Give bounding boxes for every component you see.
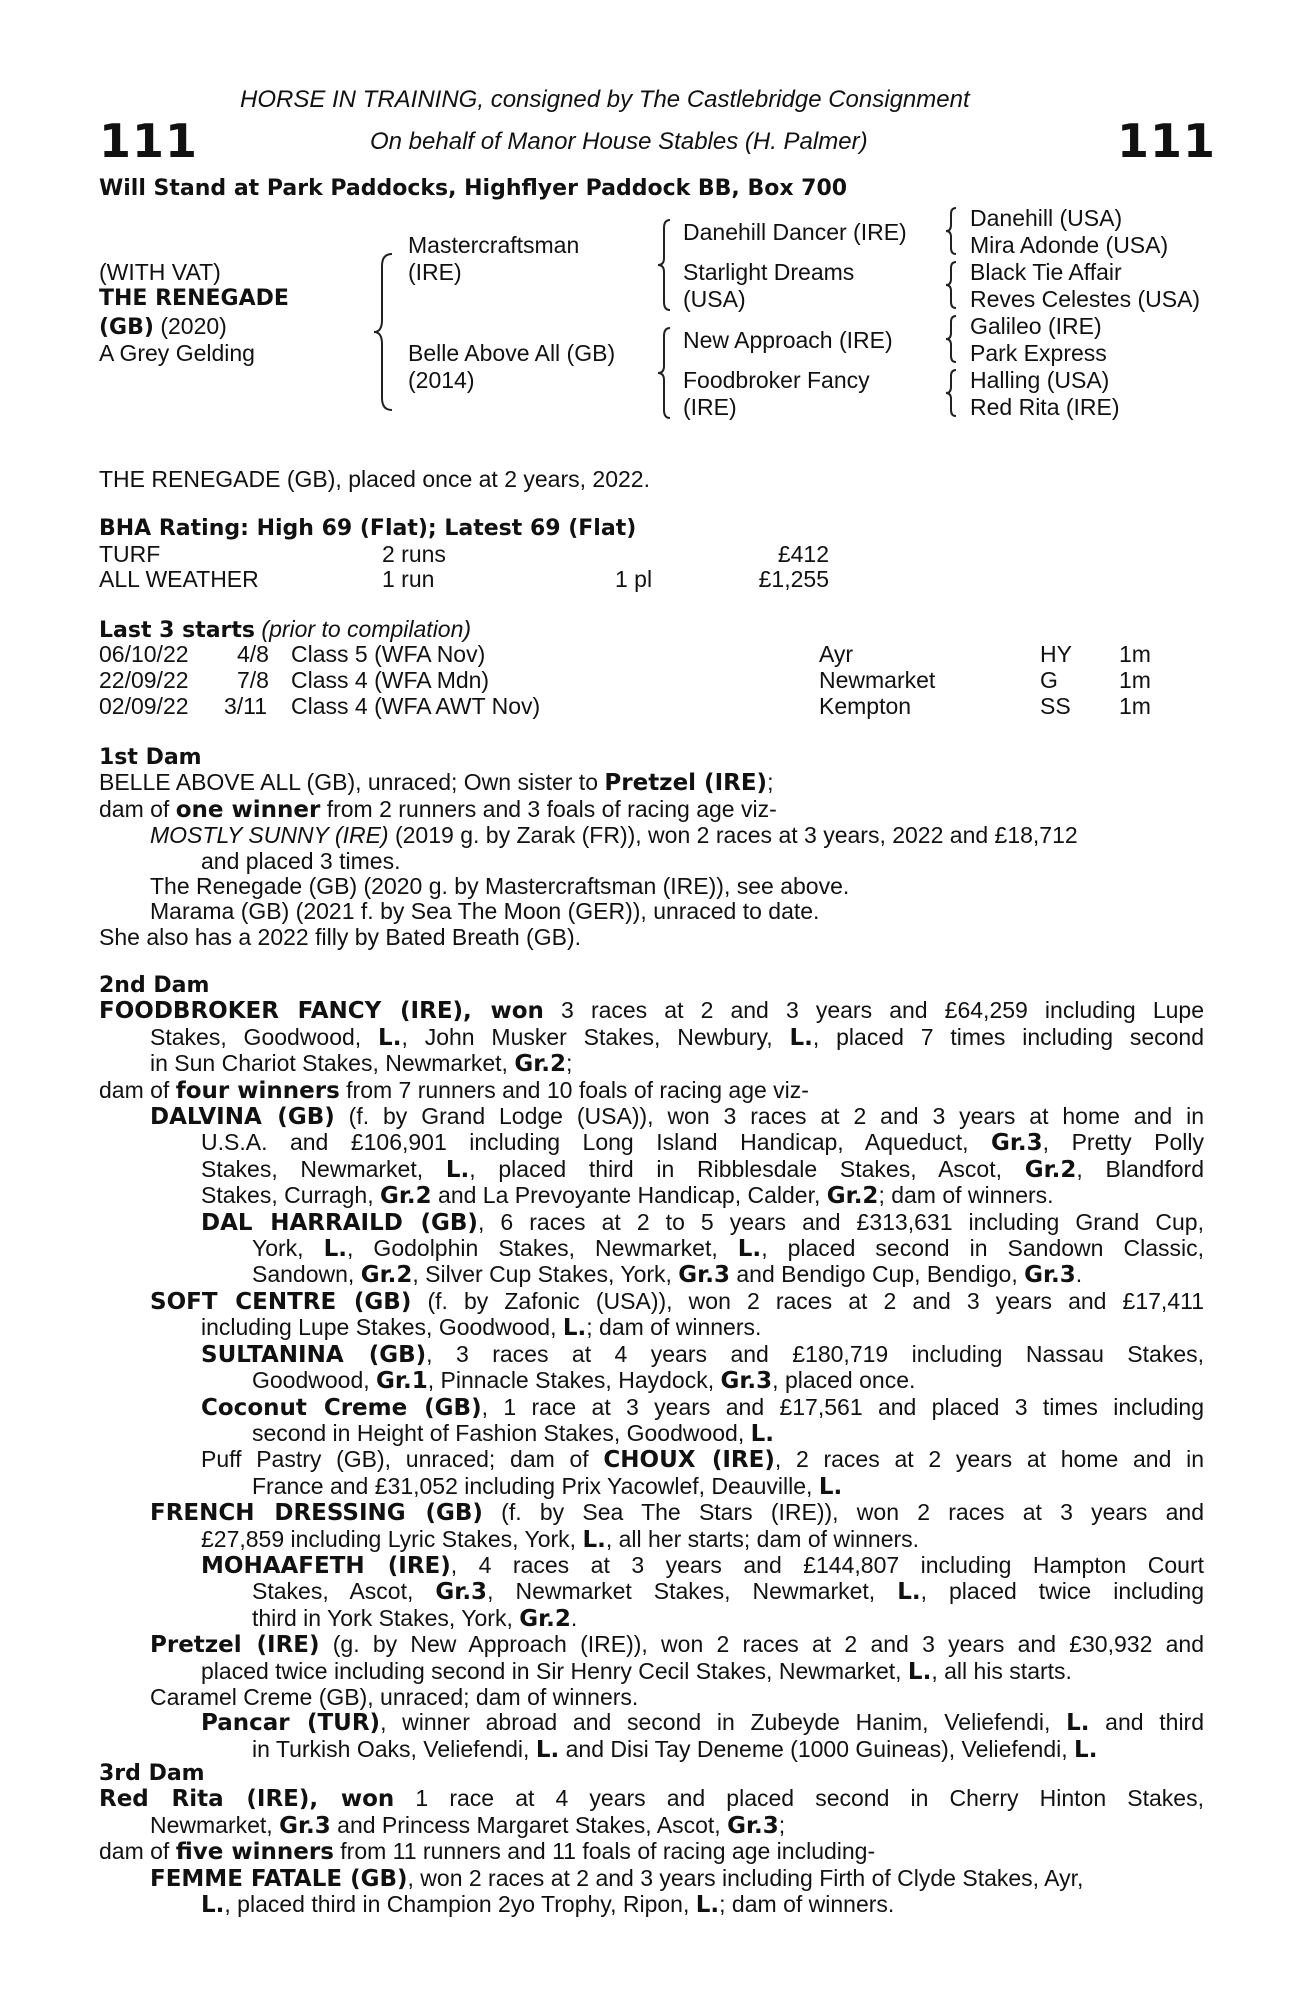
dam2-line: France and £31,052 including Prix Yacowlef, Deauville, L.	[252, 1472, 843, 1500]
dam3-line: dam of five winners from 11 runners and 11 foals of racing age including-	[99, 1838, 876, 1866]
horse-description: A Grey Gelding	[99, 340, 255, 366]
rating-placed: 1 pl	[615, 566, 653, 592]
dam3-line: L., placed third in Champion 2yo Trophy, Ripon, L.; dam of winners.	[201, 1891, 895, 1919]
dam2-line: in Sun Chariot Stakes, Newmarket, Gr.2;	[150, 1050, 573, 1078]
gg-sss: Danehill (USA)	[970, 205, 1123, 231]
start-date: 02/09/22	[99, 693, 189, 719]
dam2-line: FOODBROKER FANCY (IRE), won 3 races at 2 and 3 years and £64,259 including Lupe	[99, 997, 1204, 1025]
dam2-line: DAL HARRAILD (GB), 6 races at 2 to 5 years and £313,631 including Grand Cup,	[201, 1208, 1204, 1236]
consignment-line: HORSE IN TRAINING, consigned by The Castlebridge Consignment	[240, 86, 970, 113]
dam-dam-name: Foodbroker Fancy	[683, 367, 870, 393]
starts-note: (prior to compilation)	[255, 616, 472, 642]
start-going: HY	[1040, 641, 1072, 667]
dam-sire: New Approach (IRE)	[683, 327, 893, 353]
start-race: Class 4 (WFA AWT Nov)	[291, 693, 541, 719]
gg-sdd: Reves Celestes (USA)	[970, 286, 1201, 312]
dam2-line: Pretzel (IRE) (g. by New Approach (IRE)), won 2 races at 2 and 3 years and £30,932 and	[150, 1631, 1204, 1659]
start-course: Kempton	[819, 693, 912, 719]
dam2-line: Caramel Creme (GB), unraced; dam of winners.	[150, 1683, 639, 1710]
dam1-line: She also has a 2022 filly by Bated Breath (GB).	[99, 923, 581, 950]
start-pos: 3/11	[224, 693, 268, 719]
dam2-line: Stakes, Ascot, Gr.3, Newmarket Stakes, Newmarket, L., placed twice including	[252, 1578, 1204, 1606]
dam3-line: Red Rita (IRE), won 1 race at 4 years and placed second in Cherry Hinton Stakes,	[99, 1785, 1204, 1813]
third-dam-heading: 3rd Dam	[99, 1761, 205, 1786]
dam2-line: FRENCH DRESSING (GB) (f. by Sea The Stars (IRE)), won 2 races at 3 years and	[150, 1499, 1204, 1527]
brace-dam	[656, 326, 672, 420]
gg-dsd: Park Express	[970, 340, 1107, 366]
start-race: Class 5 (WFA Nov)	[291, 641, 486, 667]
black-type-name: Pretzel (IRE)	[604, 770, 768, 797]
bha-rating-heading: BHA Rating: High 69 (Flat); Latest 69 (Flat)	[99, 516, 637, 541]
gg-ddd: Red Rita (IRE)	[970, 394, 1120, 420]
start-distance: 1m	[1119, 693, 1151, 719]
dam2-line: Puff Pastry (GB), unraced; dam of CHOUX (IRE), 2 races at 2 years at home and in	[201, 1446, 1204, 1474]
dam3-line: FEMME FATALE (GB), won 2 races at 2 and 3 years including Firth of Clyde Stakes, Ayr,	[150, 1864, 1084, 1892]
start-distance: 1m	[1119, 641, 1151, 667]
start-going: G	[1040, 667, 1058, 693]
dam2-line: second in Height of Fashion Stakes, Goodwood, L.	[252, 1419, 775, 1447]
third-dam-section	[99, 1761, 1204, 1918]
starts-title: Last 3 starts	[99, 618, 256, 643]
dam2-line: Stakes, Newmarket, L., placed third in Ribblesdale Stakes, Ascot, Gr.2, Blandford	[201, 1155, 1204, 1183]
sire-name: Mastercraftsman	[408, 232, 580, 258]
rating-surface: TURF	[99, 541, 161, 567]
rating-runs: 1 run	[382, 566, 435, 592]
progeny-name: MOSTLY SUNNY (IRE)	[150, 822, 389, 849]
rating-row	[99, 566, 829, 592]
brace-ss	[944, 206, 958, 256]
gg-ssd: Mira Adonde (USA)	[970, 232, 1169, 258]
gg-dss: Galileo (IRE)	[970, 313, 1102, 339]
rating-surface: ALL WEATHER	[99, 566, 259, 592]
starts-heading	[99, 616, 471, 643]
horse-year: (2020)	[153, 313, 227, 339]
stabling-location: Will Stand at Park Paddocks, Highflyer Paddock BB, Box 700	[99, 176, 848, 201]
start-course: Ayr	[819, 641, 854, 667]
dam1-line: MOSTLY SUNNY (IRE) (2019 g. by Zarak (FR)), won 2 races at 3 years, 2022 and £18,712	[150, 822, 1078, 849]
dam2-line: Goodwood, Gr.1, Pinnacle Stakes, Haydock, Gr.3, placed once.	[252, 1367, 916, 1395]
horse-origin: (GB)	[99, 315, 154, 340]
dam2-line: Sandown, Gr.2, Silver Cup Stakes, York, Gr.3 and Bendigo Cup, Bendigo, Gr.3.	[252, 1261, 1083, 1289]
first-dam-heading: 1st Dam	[99, 745, 202, 770]
horse-origin-year	[99, 313, 227, 341]
second-dam-heading: 2nd Dam	[99, 973, 210, 998]
rating-prize: £1,255	[758, 566, 829, 592]
gg-sds: Black Tie Affair	[970, 259, 1122, 285]
dam2-line: York, L., Godolphin Stakes, Newmarket, L., placed second in Sandown Classic,	[252, 1235, 1204, 1263]
dam3-line: Newmarket, Gr.3 and Princess Margaret Stakes, Ascot, Gr.3;	[150, 1811, 786, 1839]
lot-number-left: 111	[99, 114, 199, 168]
second-dam-section	[99, 973, 1204, 1763]
dam-dam-origin: (IRE)	[683, 394, 737, 420]
brace-sd	[944, 260, 958, 310]
dam-year: (2014)	[408, 367, 475, 393]
start-date: 06/10/22	[99, 641, 189, 667]
brace-sire	[656, 218, 672, 312]
brace-dd	[944, 368, 958, 418]
start-row	[99, 641, 1159, 667]
dam1-line: dam of one winner from 2 runners and 3 foals of racing age viz-	[99, 795, 777, 823]
dam2-line: DALVINA (GB) (f. by Grand Lodge (USA)), won 3 races at 2 and 3 years at home and in	[150, 1103, 1204, 1131]
start-race: Class 4 (WFA Mdn)	[291, 667, 490, 693]
start-row	[99, 667, 1159, 693]
dam2-line: SULTANINA (GB), 3 races at 4 years and £180,719 including Nassau Stakes,	[201, 1340, 1205, 1368]
rating-prize: £412	[777, 541, 829, 567]
sire-dam-origin: (USA)	[683, 286, 746, 312]
gg-dds: Halling (USA)	[970, 367, 1110, 393]
start-date: 22/09/22	[99, 667, 189, 693]
start-row	[99, 693, 1159, 719]
sire-dam-name: Starlight Dreams	[683, 259, 855, 285]
start-going: SS	[1040, 693, 1071, 719]
dam1-line: and placed 3 times.	[201, 847, 401, 874]
dam1-line: The Renegade (GB) (2020 g. by Mastercraftsman (IRE)), see above.	[150, 873, 850, 900]
dam2-line: SOFT CENTRE (GB) (f. by Zafonic (USA)), won 2 races at 2 and 3 years and £17,411	[150, 1287, 1204, 1315]
sire-origin: (IRE)	[408, 259, 462, 285]
lot-number-right: 111	[1117, 114, 1217, 168]
brace-main	[372, 252, 394, 412]
agent-line: On behalf of Manor House Stables (H. Palmer)	[370, 128, 868, 155]
dam2-line: Stakes, Curragh, Gr.2 and La Prevoyante Handicap, Calder, Gr.2; dam of winners.	[201, 1182, 1054, 1210]
sire-sire: Danehill Dancer (IRE)	[683, 219, 907, 245]
rating-row	[99, 541, 829, 567]
start-pos: 4/8	[237, 641, 269, 667]
dam2-line: U.S.A. and £106,901 including Long Island Handicap, Aqueduct, Gr.3, Pretty Polly	[201, 1129, 1204, 1157]
brace-ds	[944, 314, 958, 364]
dam2-line: including Lupe Stakes, Goodwood, L.; dam of winners.	[201, 1314, 762, 1342]
vat-note: (WITH VAT)	[99, 259, 221, 285]
first-dam-section	[99, 745, 1204, 950]
dam2-line: placed twice including second in Sir Henry Cecil Stakes, Newmarket, L., all his starts.	[201, 1657, 1072, 1685]
start-pos: 7/8	[237, 667, 269, 693]
dam2-line: in Turkish Oaks, Veliefendi, L. and Disi Tay Deneme (1000 Guineas), Veliefendi, L.	[252, 1735, 1098, 1763]
dam2-line: £27,859 including Lyric Stakes, York, L., all her starts; dam of winners.	[201, 1525, 920, 1553]
horse-name: THE RENEGADE	[99, 286, 289, 311]
dam2-line: Pancar (TUR), winner abroad and second in Zubeyde Hanim, Veliefendi, L. and third	[201, 1709, 1205, 1737]
dam2-line: MOHAAFETH (IRE), 4 races at 3 years and £144,807 including Hampton Court	[201, 1551, 1204, 1579]
dam1-line: Marama (GB) (2021 f. by Sea The Moon (GER)), unraced to date.	[150, 898, 820, 925]
dam2-line: third in York Stakes, York, Gr.2.	[252, 1604, 578, 1632]
dam2-line: Stakes, Goodwood, L., John Musker Stakes, Newbury, L., placed 7 times including second	[150, 1023, 1205, 1051]
dam2-line: Coconut Creme (GB), 1 race at 3 years and £17,561 and placed 3 times including	[201, 1393, 1204, 1421]
rating-runs: 2 runs	[382, 541, 446, 567]
race-summary: THE RENEGADE (GB), placed once at 2 years, 2022.	[99, 466, 650, 492]
dam-name: Belle Above All (GB)	[408, 340, 616, 366]
start-distance: 1m	[1119, 667, 1151, 693]
dam1-line: BELLE ABOVE ALL (GB), unraced; Own sister to Pretzel (IRE);	[99, 769, 774, 797]
start-course: Newmarket	[819, 667, 936, 693]
dam2-line: dam of four winners from 7 runners and 10 foals of racing age viz-	[99, 1076, 809, 1104]
